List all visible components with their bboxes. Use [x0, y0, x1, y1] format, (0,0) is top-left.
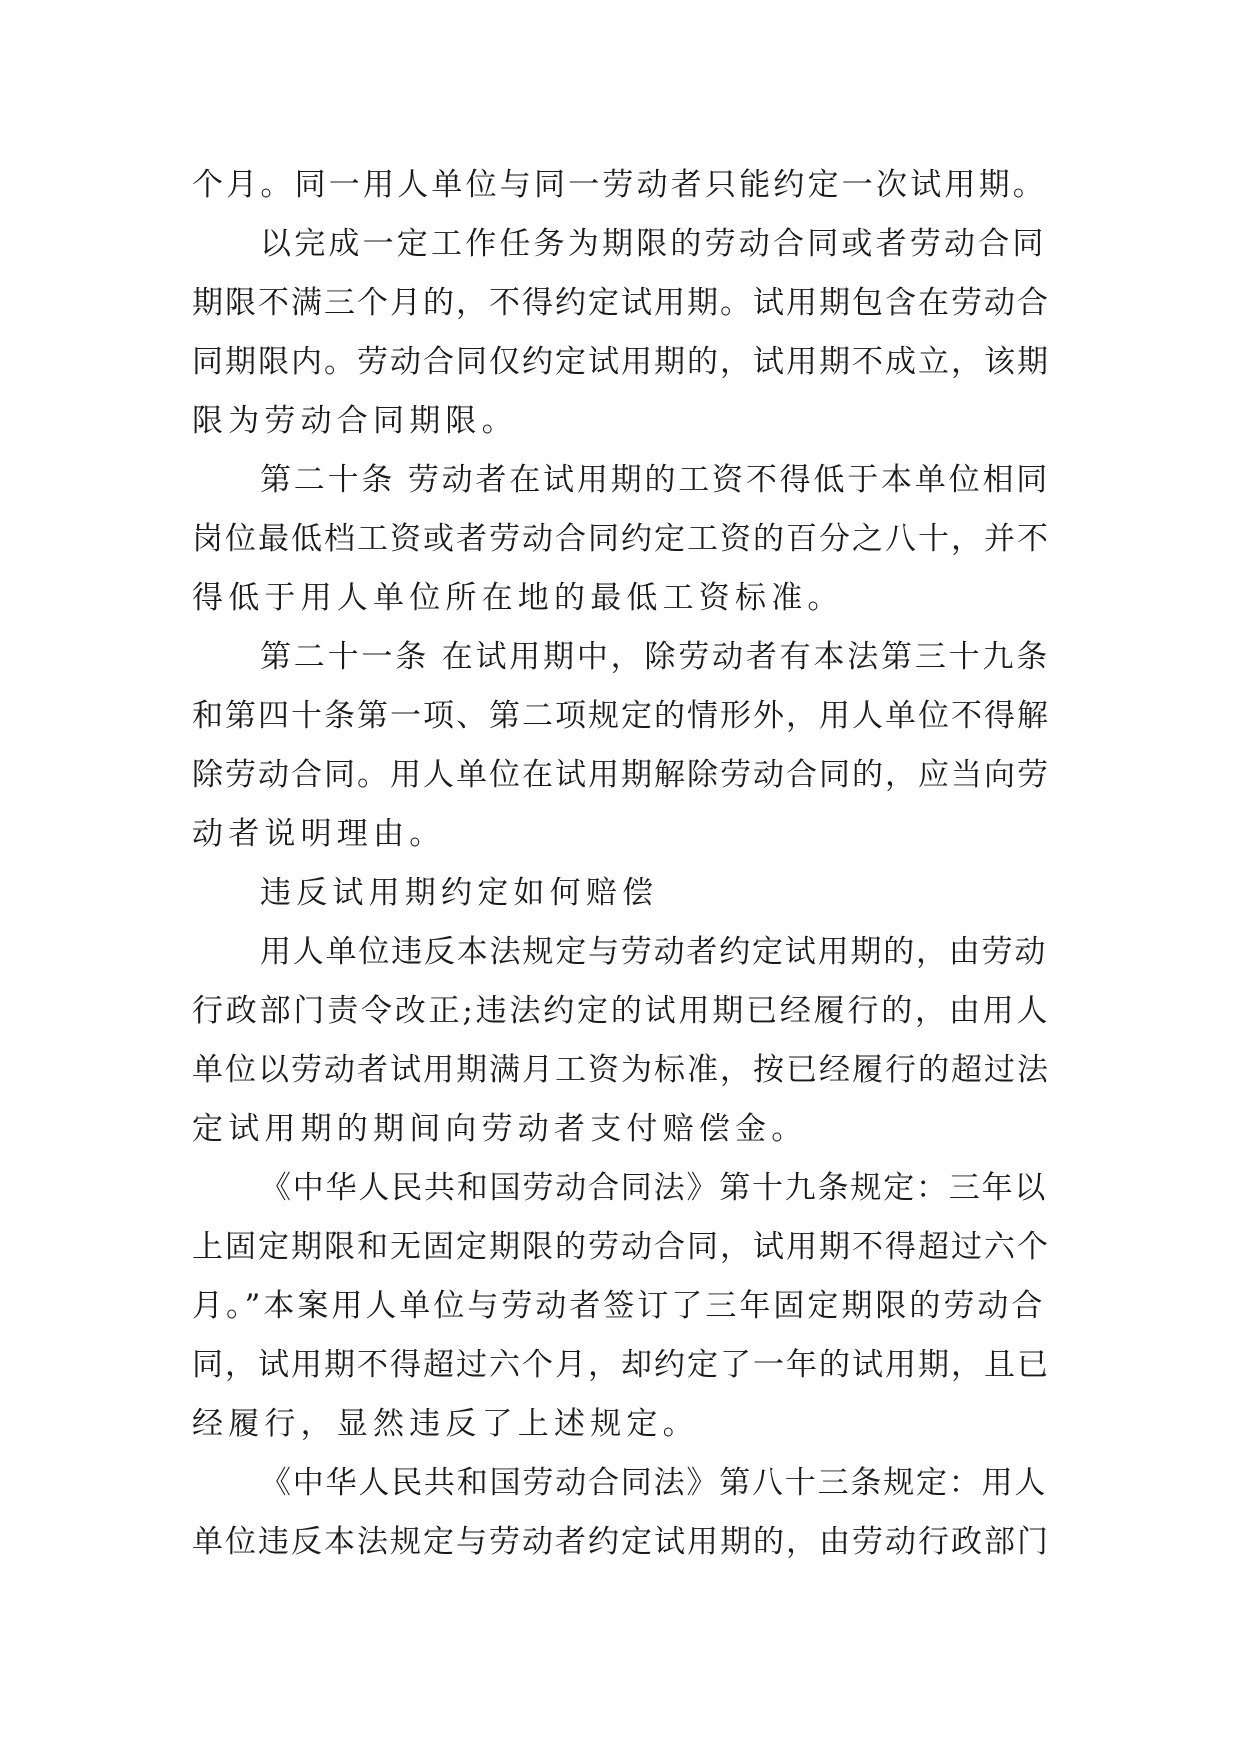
text-line: 第二十一条 在试用期中，除劳动者有本法第三十九条 — [260, 639, 1051, 675]
text-line: 用人单位违反本法规定与劳动者约定试用期的，由劳动 — [260, 934, 1048, 970]
text-line: 和第四十条第一项、第二项规定的情形外，用人单位不得解 — [192, 698, 1050, 734]
text-line: 《中华人民共和国劳动合同法》第八十三条规定：用人 — [260, 1465, 1048, 1501]
text-line: 单位违反本法规定与劳动者约定试用期的，由劳动行政部门 — [192, 1524, 1050, 1560]
text-line: 除劳动合同。用人单位在试用期解除劳动合同的，应当向劳 — [192, 757, 1050, 793]
text-line: 行政部门责令改正;违法约定的试用期已经履行的，由用人 — [192, 993, 1051, 1029]
text-line: 以完成一定工作任务为期限的劳动合同或者劳动合同 — [260, 226, 1047, 262]
section-heading: 违反试用期约定如何赔偿 — [260, 875, 659, 911]
text-line: 上固定期限和无固定期限的劳动合同，试用期不得超过六个 — [192, 1229, 1050, 1265]
text-line: 定试用期的期间向劳动者支付赔偿金。 — [192, 1111, 808, 1147]
text-line: 岗位最低档工资或者劳动合同约定工资的百分之八十，并不 — [192, 521, 1050, 557]
text-line: 月。”本案用人单位与劳动者签订了三年固定期限的劳动合 — [192, 1288, 1046, 1324]
text-line: 第二十条 劳动者在试用期的工资不得低于本单位相同 — [260, 462, 1051, 498]
text-line: 个月。同一用人单位与同一劳动者只能约定一次试用期。 — [192, 167, 1047, 203]
text-line: 经履行，显然违反了上述规定。 — [192, 1406, 699, 1442]
text-line: 动者说明理由。 — [192, 816, 446, 852]
text-line: 同，试用期不得超过六个月，却约定了一年的试用期，且已 — [192, 1347, 1050, 1383]
text-line: 《中华人民共和国劳动合同法》第十九条规定：三年以 — [260, 1170, 1048, 1206]
text-line: 得低于用人单位所在地的最低工资标准。 — [192, 580, 844, 616]
text-line: 限为劳动合同期限。 — [192, 403, 518, 439]
text-line: 期限不满三个月的，不得约定试用期。试用期包含在劳动合 — [192, 285, 1050, 321]
text-line: 同期限内。劳动合同仅约定试用期的，试用期不成立，该期 — [192, 344, 1050, 380]
text-line: 单位以劳动者试用期满月工资为标准，按已经履行的超过法 — [192, 1052, 1050, 1088]
